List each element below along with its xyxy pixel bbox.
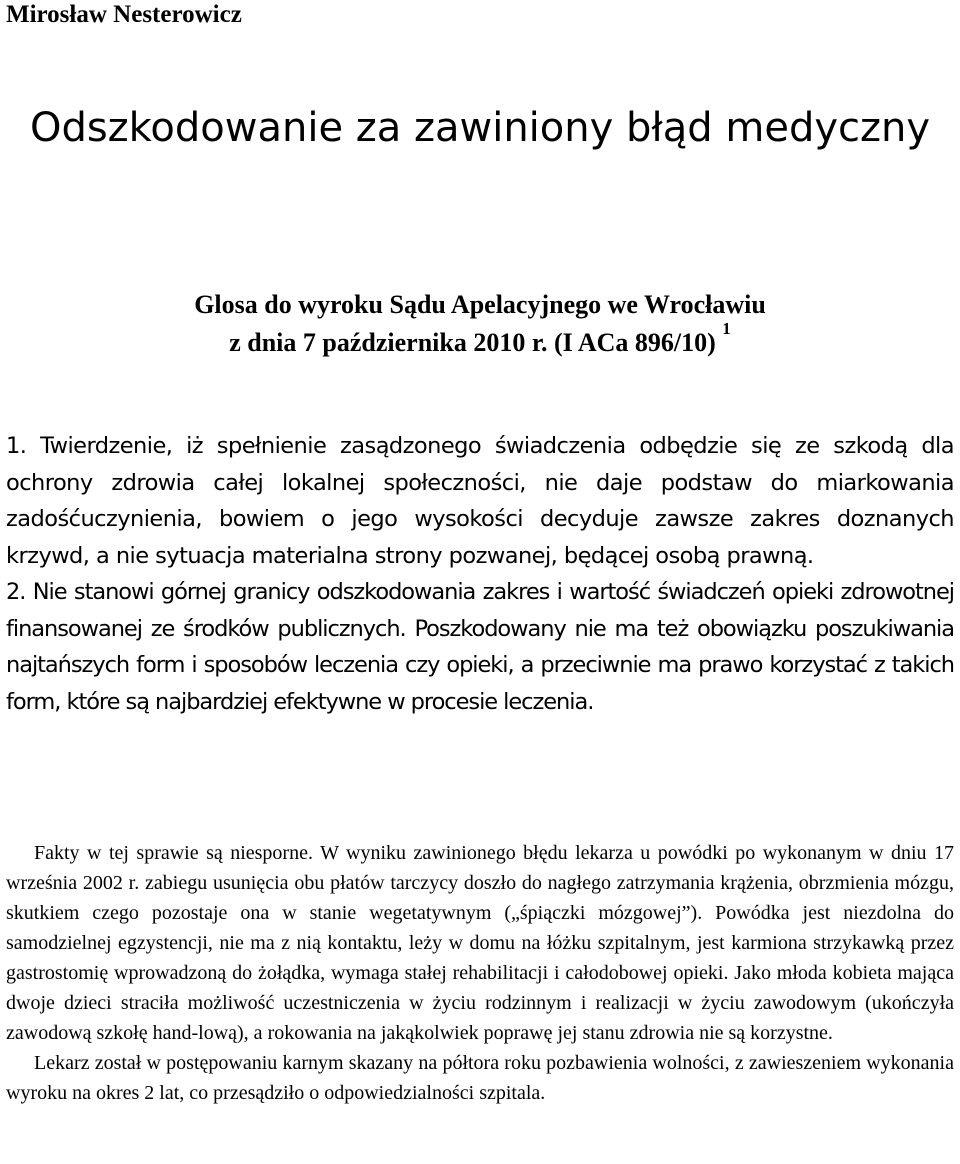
subtitle-line-1: Glosa do wyroku Sądu Apelacyjnego we Wrocławiu: [194, 290, 766, 319]
thesis-section: [6, 428, 954, 720]
subtitle-line-2-text: z dnia 7 października 2010 r. (I ACa 896/10): [229, 328, 716, 357]
footnote-mark: 1: [722, 319, 731, 338]
document-title: Odszkodowanie za zawiniony błąd medyczny: [29, 105, 931, 151]
author-name: Mirosław Nesterowicz: [6, 1, 242, 28]
subtitle-line-2: [0, 319, 960, 362]
gloss-subtitle: [0, 286, 960, 362]
thesis-point-2: 2. Nie stanowi górnej granicy odszkodowania zakres i wartość świadczeń opieki zdrowotnej finansowanej ze środków publicznych. Poszkodowany nie ma też obowiązku poszukiwania najtańszych form i sposobów leczenia czy opieki, a przeciwnie ma prawo korzystać z takich form, które są najbardziej efektywne w procesie leczenia.: [6, 579, 954, 715]
body-paragraph: Lekarz został w postępowaniu karnym skazany na półtora roku pozbawienia wolności, z zawieszeniem wykonania wyroku na okres 2 lat, co przesądziło o odpowiedzialności szpitala.: [6, 1052, 954, 1104]
body-text: [6, 838, 954, 1108]
body-paragraph: Fakty w tej sprawie są niesporne. W wyniku zawinionego błędu lekarza u powódki po wykonanym w dniu 17 września 2002 r. zabiegu usunięcia obu płatów tarczycy doszło do nagłego zatrzymania krążenia, obrzmienia mózgu, skutkiem czego pozostaje ona w stanie wegetatywnym („śpiączki mózgowej”). Powódka jest niezdolna do samodzielnej egzystencji, nie ma z nią kontaktu, leży w domu na łóżku szpitalnym, jest karmiona strzykawką przez gastrostomię wprowadzoną do żołądka, wymaga stałej rehabilitacji i całodobowej opieki. Jako młoda kobieta mająca dwoje dzieci straciła możliwość uczestniczenia w życiu rodzinnym i realizacji w życiu zawodowym (ukończyła zawodową szkołę hand-lową), a rokowania na jakąkolwiek poprawę jej stanu zdrowia nie są korzystne.: [6, 842, 954, 1044]
thesis-point-1: 1. Twierdzenie, iż spełnienie zasądzonego świadczenia odbędzie się ze szkodą dla ochrony zdrowia całej lokalnej społeczności, nie daje podstaw do miarkowania zadośćuczynienia, bowiem o jego wysokości decyduje zawsze zakres doznanych krzywd, a nie sytuacja materialna strony pozwanej, będącej osobą prawną.: [6, 433, 954, 569]
